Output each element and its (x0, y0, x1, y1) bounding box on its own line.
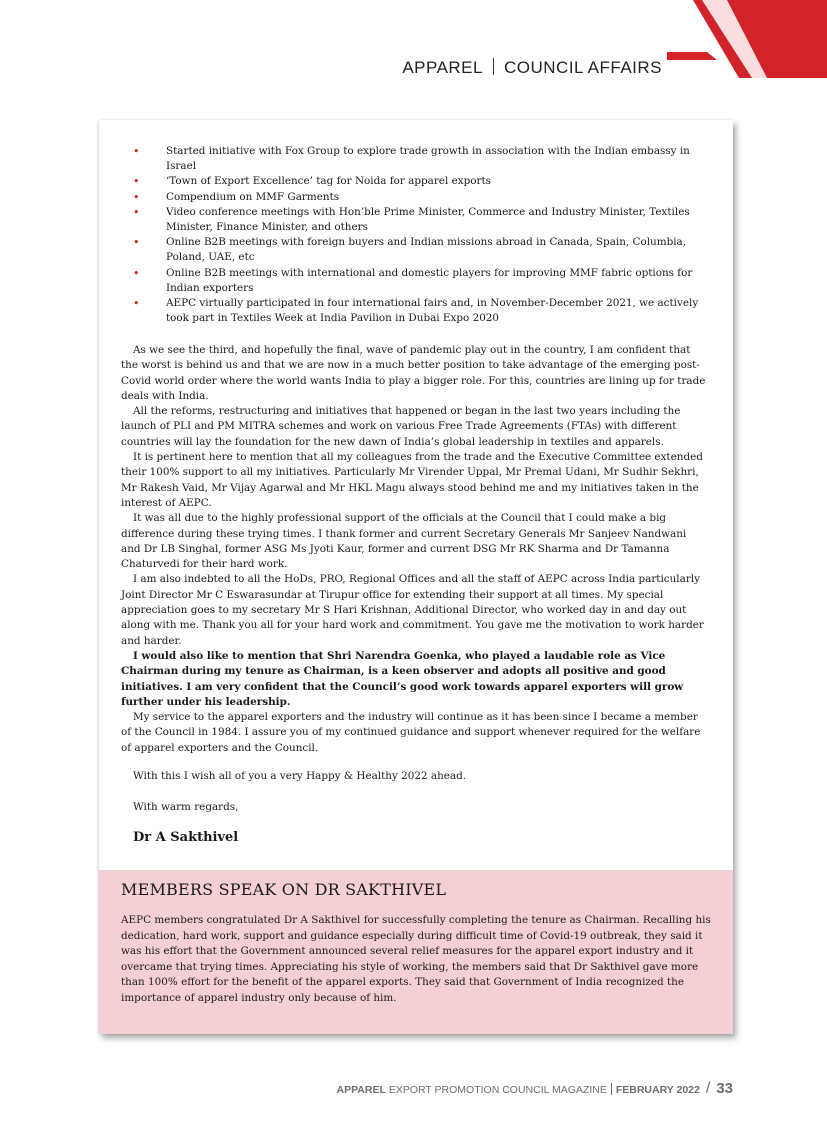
members-box-title: MEMBERS SPEAK ON DR SAKTHIVEL (121, 880, 447, 899)
corner-decoration (667, 0, 827, 80)
bullet-icon: • (133, 297, 140, 311)
footer-brand: APPAREL (336, 1084, 386, 1096)
article-body (99, 120, 733, 870)
list-item: • Online B2B meetings with foreign buyers and Indian missions abroad in Canada, Spain, Columbia, Poland, UAE, etc (133, 236, 687, 264)
list-item: • AEPC virtually participated in four international fairs and, in November-December 2021, we actively took part in Textiles Week at India Pavilion in Dubai Expo 2020 (133, 297, 699, 325)
paragraph: As we see the third, and hopefully the final, wave of pandemic play out in the country, I am confident that the worst is behind us and that we are now in a much better position to take advantage of the emerging post-Covid world order where the world wants India to play a bigger role. For this, countries are lining up for trade deals with India. (121, 344, 706, 402)
bullet-icon: • (133, 190, 140, 204)
footer-divider (611, 1083, 612, 1095)
header-divider (493, 58, 494, 75)
footer-issue: FEBRUARY 2022 (615, 1084, 700, 1096)
article-paragraphs (121, 343, 709, 756)
list-item: • Video conference meetings with Hon’ble Prime Minister, Commerce and Industry Minister, Textiles Minister, Finance Minister, and others (133, 205, 690, 234)
list-item: • Online B2B meetings with international and domestic players for improving MMF fabric options for Indian exporters (133, 266, 693, 294)
list-item: • Started initiative with Fox Group to explore trade growth in association with the Indian embassy in Israel (133, 145, 690, 173)
section-name: APPAREL (402, 58, 483, 77)
bullet-icon: • (133, 205, 140, 219)
paragraph: My service to the apparel exporters and the industry will continue as it has been since I became a member of the Council in 1984. I assure you of my continued guidance and support whenever required for the welfare of apparel exporters and the Council. (121, 711, 701, 754)
article-card (99, 120, 733, 1034)
list-item: • Compendium on MMF Garments (133, 190, 340, 204)
paragraph: It is pertinent here to mention that all my colleagues from the trade and the Executive Committee extended their 100% support to all my initiatives. Particularly Mr Virender Uppal, Mr Premal Udani, Mr Sudhir Sekhri, Mr Rakesh Vaid, Mr Vijay Agarwal and Mr HKL Magu always stood behind me and my initiatives taken in the interest of AEPC. (121, 451, 703, 509)
paragraph: I am also indebted to all the HoDs, PRO, Regional Offices and all the staff of AEPC across India particularly Joint Director Mr C Eswarasundar at Tirupur office for extending their support at all times. My special appreciation goes to my secretary Mr S Hari Krishnan, Additional Director, who worked day in and day out along with me. Thank you all for your hard work and commitment. You gave me the motivation to work harder and harder. (121, 573, 704, 647)
members-speak-box (99, 870, 733, 1034)
paragraph-highlight: I would also like to mention that Shri Narendra Goenka, who played a laudable role as Vice Chairman during my tenure as Chairman, is a keen observer and adopts all positive and good initiatives. I am very confident that the Council’s good work towards apparel exporters will grow further under his leadership. (121, 649, 684, 708)
initiatives-list (99, 144, 733, 326)
page-footer (337, 1080, 734, 1098)
paragraph: All the reforms, restructuring and initiatives that happened or began in the last two years including the launch of PLI and PM MITRA schemes and work on various Free Trade Agreements (FTAs) with different countries will lay the foundation for the new dawn of India’s global leadership in textiles and apparels. (121, 405, 681, 448)
members-box-text: AEPC members congratulated Dr A Sakthivel for successfully completing the tenure as Chairman. Recalling his dedication, hard work, support and guidance especially during difficult time of Covid-19 outbreak, they said it was his effort that the Government announced several relief measures for the apparel export industry and it overcame that trying times. Appreciating his style of working, the members said that Dr Sakthivel gave more than 100% effort for the benefit of the apparel exports. They said that Government of India recognized the importance of apparel industry only because of him. (121, 914, 711, 1004)
list-item: • ‘Town of Export Excellence’ tag for Noida for apparel exports (133, 175, 491, 189)
closing-wish: With this I wish all of you a very Happy & Healthy 2022 ahead. (133, 770, 467, 782)
section-header (402, 58, 662, 78)
signature-name: Dr A Sakthivel (133, 830, 239, 845)
footer-magazine: EXPORT PROMOTION COUNCIL MAGAZINE (385, 1084, 607, 1096)
bullet-icon: • (133, 266, 140, 280)
footer-slash: / (705, 1080, 711, 1097)
closing-regards: With warm regards, (133, 801, 239, 813)
bullet-icon: • (133, 175, 140, 189)
bullet-icon: • (133, 145, 140, 158)
subsection-name: COUNCIL AFFAIRS (503, 58, 662, 77)
page-number: 33 (716, 1080, 733, 1097)
paragraph: It was all due to the highly professional support of the officials at the Council that I could make a big difference during these trying times. I thank former and current Secretary Generals Mr Sanjeev Nandwani and Dr LB Singhal, former ASG Ms Jyoti Kaur, former and current DSG Mr RK Sharma and Dr Tamanna Chaturvedi for their hard work. (121, 512, 687, 571)
bullet-icon: • (133, 236, 140, 250)
